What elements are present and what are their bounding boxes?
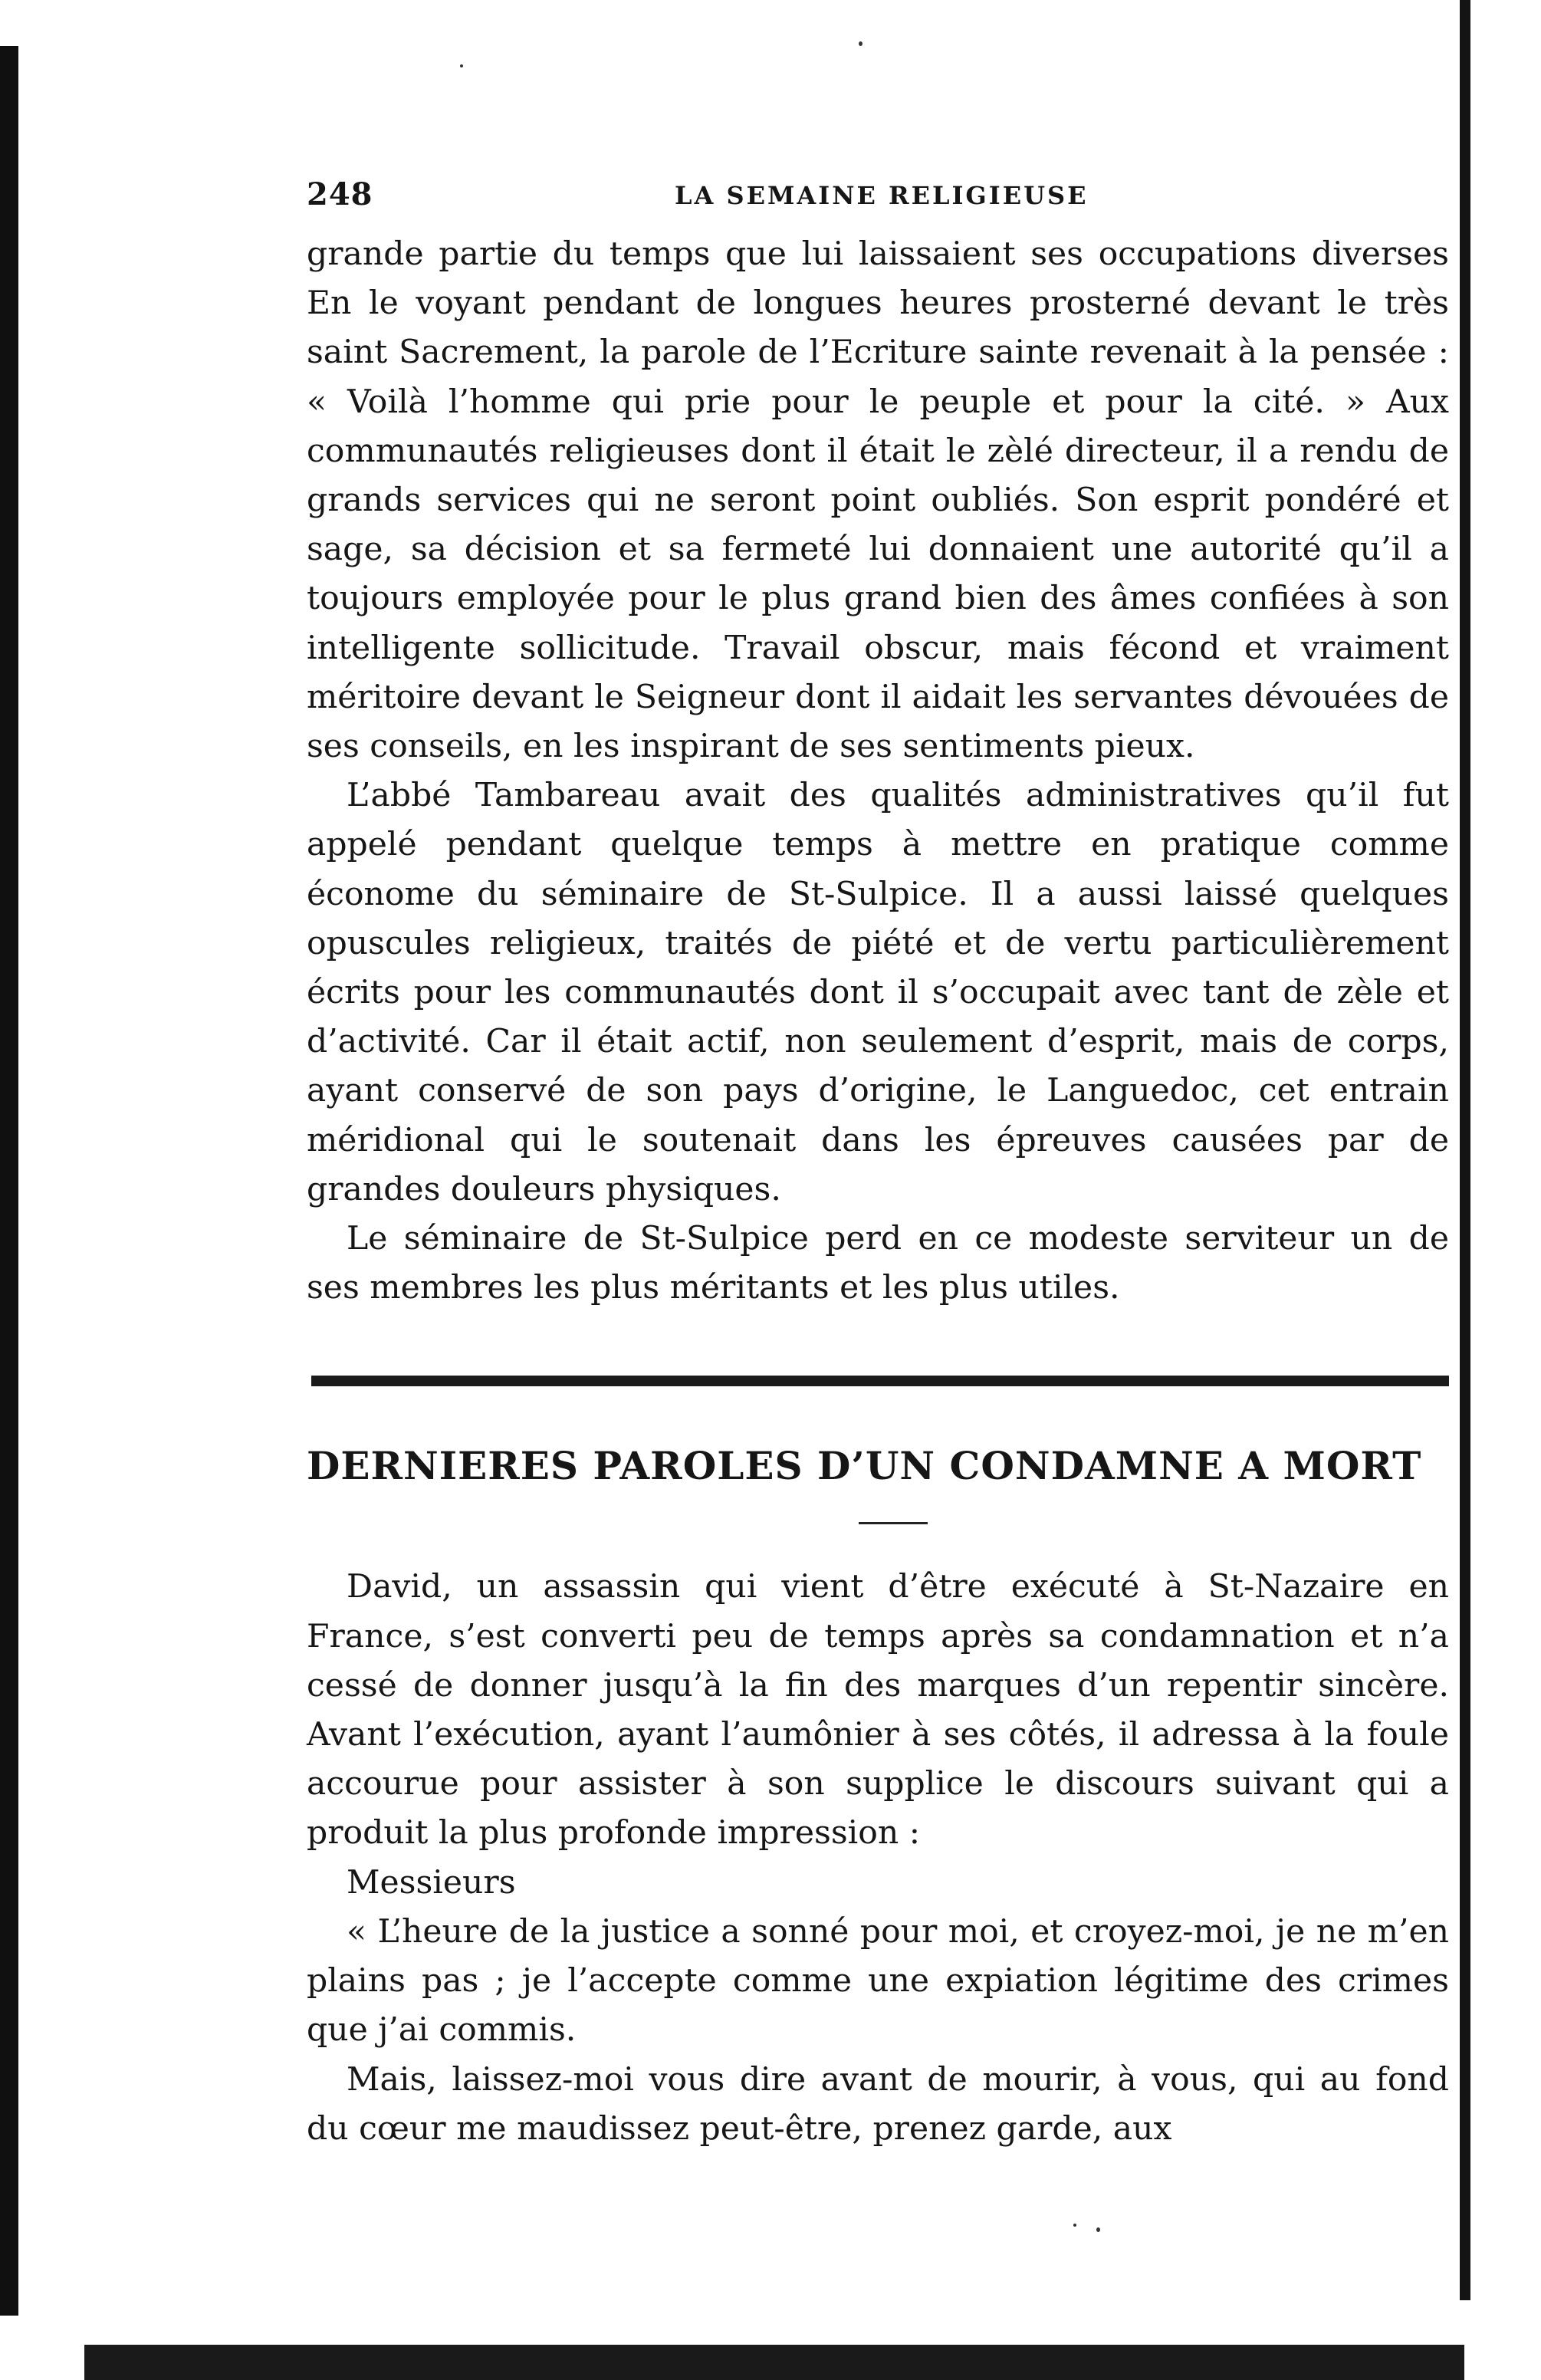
- scan-speck: [859, 41, 863, 46]
- paragraph: grande partie du temps que lui laissaient ses occupations diverses En le voyant pendant de longues heures prosterné devant le très saint Sacrement, la parole de l’Ecriture sainte revenait à la pensée : « Voilà l’homme qui prie pour le peuple et pour la cité. » Aux communautés religieuses dont il était le zèlé directeur, il a rendu de grands services qui ne seront point oubliés. Son esprit pondéré et sage, sa décision et sa fermeté lui donnaient une autorité qu’il a toujours employée pour le plus grand bien des âmes confiées à son intelligente sollicitude. Travail obscur, mais fécond et vraiment méritoire devant le Seigneur dont il aidait les servantes dévouées de ses conseils, en les inspirant de ses sentiments pieux.: [307, 235, 1449, 766]
- section-title: DERNIERES PAROLES D’UN CONDAMNE A MORT: [307, 1443, 1422, 1489]
- paragraph: Mais, laissez-moi vous dire avant de mourir, à vous, qui au fond du cœur me maudissez peut-être, prenez garde, aux: [307, 2060, 1449, 2148]
- scan-border-left: [0, 46, 18, 2316]
- section-divider: [311, 1376, 1449, 1386]
- paragraph: Messieurs: [347, 1863, 516, 1902]
- scan-border-right: [1460, 0, 1470, 2300]
- scan-speck: [1096, 2227, 1100, 2232]
- obituary-text: [307, 230, 1449, 1313]
- title-underline: [859, 1522, 928, 1524]
- page-number: 248: [307, 176, 373, 212]
- running-head: [307, 169, 1449, 230]
- paragraph: « L’heure de la justice a sonné pour moi, et croyez-moi, je ne m’en plains pas ; je l’accepte comme une expiation légitime des crimes que j’ai commis.: [307, 1912, 1449, 2050]
- paragraph: Le séminaire de St-Sulpice perd en ce modeste serviteur un de ses membres les plus méritants et les plus utiles.: [307, 1220, 1449, 1307]
- scan-border-bottom: [84, 2345, 1464, 2380]
- article-text: [307, 1563, 1449, 2153]
- paragraph: L’abbé Tambareau avait des qualités administratives qu’il fut appelé pendant quelque temps à mettre en pratique comme économe du séminaire de St-Sulpice. Il a aussi laissé quelques opuscules religieux, traités de piété et de vertu particulièrement écrits pour les communautés dont il s’occupait avec tant de zèle et d’activité. Car il était actif, non seulement d’esprit, mais de corps, ayant conservé de son pays d’origine, le Languedoc, cet entrain méridional qui le soutenait dans les épreuves causées par de grandes douleurs physiques.: [307, 777, 1449, 1208]
- paragraph: David, un assassin qui vient d’être exécuté à St-Nazaire en France, s’est converti peu de temps après sa condamnation et n’a cessé de donner jusqu’à la fin des marques d’un repentir sincère. Avant l’exécution, ayant l’aumônier à ses côtés, il adressa à la foule accourue pour assister à son supplice le discours suivant qui a produit la plus profonde impression :: [307, 1568, 1449, 1852]
- book-page: [307, 169, 1449, 2154]
- scan-speck: [460, 64, 463, 67]
- journal-title: LA SEMAINE RELIGIEUSE: [675, 181, 1089, 210]
- scan-speck: [1073, 2224, 1076, 2227]
